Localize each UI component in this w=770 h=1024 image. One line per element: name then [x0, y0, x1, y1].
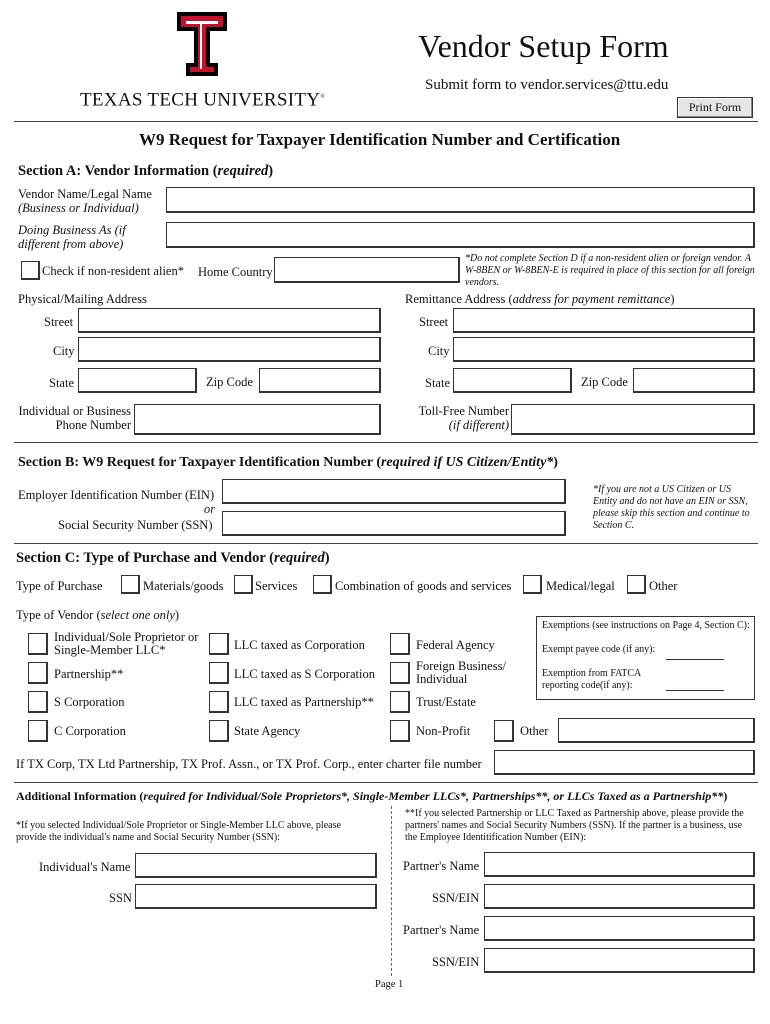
individual-note: *If you selected Individual/Sole Proprietor or Single-Member LLC above, please provide the individual's name and Social Security Number (SSN): — [16, 820, 341, 843]
fatca-field[interactable] — [666, 690, 724, 691]
ttu-logo — [176, 11, 228, 77]
trust-estate-checkbox[interactable] — [390, 691, 410, 713]
divider — [14, 121, 758, 122]
physical-address-label: Physical/Mailing Address — [18, 292, 147, 306]
s-corp-checkbox[interactable] — [28, 691, 48, 713]
city-label: City — [53, 344, 75, 358]
sole-proprietor-checkbox[interactable] — [28, 633, 48, 655]
section-a-title: Section A: Vendor Information (required) — [18, 163, 274, 179]
dba-label: Doing Business As (if different from above) — [18, 223, 126, 251]
nonresident-label: Check if non-resident alien* — [42, 264, 184, 278]
other-vendor-label: Other — [520, 724, 549, 738]
individual-ssn-field[interactable] — [135, 884, 377, 909]
combination-label: Combination of goods and services — [335, 579, 512, 593]
non-profit-label: Non-Profit — [416, 724, 471, 738]
state-field[interactable] — [78, 368, 197, 393]
llc-s-corp-label: LLC taxed as S Corporation — [234, 667, 375, 681]
materials-checkbox[interactable] — [121, 575, 140, 594]
street-field[interactable] — [78, 308, 381, 333]
column-divider — [391, 806, 392, 976]
remit-state-label: State — [425, 376, 450, 390]
remit-state-field[interactable] — [453, 368, 572, 393]
federal-agency-label: Federal Agency — [416, 638, 495, 652]
partner-ssn-label-1: SSN/EIN — [432, 891, 480, 905]
remittance-address-label: Remittance Address (address for payment remittance) — [405, 292, 675, 306]
divider — [14, 543, 758, 544]
llc-corp-checkbox[interactable] — [209, 633, 229, 655]
partnership-checkbox[interactable] — [28, 662, 48, 684]
page-number: Page 1 — [375, 979, 404, 990]
remit-city-label: City — [428, 344, 450, 358]
c-corp-checkbox[interactable] — [28, 720, 48, 742]
ein-label: Employer Identification Number (EIN) — [18, 488, 215, 502]
remit-street-label: Street — [419, 315, 449, 329]
partner-note: **If you selected Partnership or LLC Taxed as Partnership above, please provide the partners' names and Social Security Numbers (SSN). If the partner is a business, use the Employee Identitification Number (EIN): — [405, 808, 744, 843]
other-vendor-field[interactable] — [558, 718, 755, 743]
additional-title: Additional Information (required for Individual/Sole Proprietors*, Single-Member LLCs*, Partnerships**, or LLCs Taxed as a Partnership**) — [16, 789, 728, 803]
exempt-payee-label: Exempt payee code (if any): — [542, 644, 656, 655]
divider — [14, 782, 758, 783]
medical-label: Medical/legal — [546, 579, 615, 593]
individual-ssn-label: SSN — [109, 891, 132, 905]
tollfree-field[interactable] — [511, 404, 755, 435]
partner-ssn-field-1[interactable] — [484, 884, 755, 909]
vendor-name-field[interactable] — [166, 187, 755, 213]
remit-city-field[interactable] — [453, 337, 755, 362]
partner-name-label-1: Partner's Name — [403, 859, 480, 873]
submit-instructions: Submit form to vendor.services@ttu.edu — [425, 77, 669, 93]
partner-name-field-1[interactable] — [484, 852, 755, 877]
remit-zip-label: Zip Code — [581, 375, 628, 389]
type-purchase-label: Type of Purchase — [16, 579, 103, 593]
services-label: Services — [255, 579, 298, 593]
remit-zip-field[interactable] — [633, 368, 755, 393]
or-label: or — [204, 502, 216, 516]
home-country-field[interactable] — [274, 257, 460, 283]
trust-estate-label: Trust/Estate — [416, 695, 476, 709]
university-name: TEXAS TECH UNIVERSITY® — [80, 89, 326, 111]
individual-name-field[interactable] — [135, 853, 377, 878]
combination-checkbox[interactable] — [313, 575, 332, 594]
ssn-label: Social Security Number (SSN) — [58, 518, 213, 532]
divider — [14, 442, 758, 443]
street-label: Street — [44, 315, 74, 329]
vendor-name-label: Vendor Name/Legal Name (Business or Individual) — [18, 187, 152, 215]
materials-label: Materials/goods — [143, 579, 224, 593]
other-vendor-checkbox[interactable] — [494, 720, 514, 742]
zip-label: Zip Code — [206, 375, 253, 389]
s-corp-label: S Corporation — [54, 695, 125, 709]
other-purchase-checkbox[interactable] — [627, 575, 646, 594]
state-agency-checkbox[interactable] — [209, 720, 229, 742]
phone-label: Individual or Business Phone Number — [18, 404, 131, 432]
llc-s-corp-checkbox[interactable] — [209, 662, 229, 684]
state-label: State — [49, 376, 74, 390]
partner-ssn-field-2[interactable] — [484, 948, 755, 973]
section-b-note: *If you are not a US Citizen or US Entity and do not have an EIN or SSN, please skip this section and continue to Section C. — [593, 484, 750, 531]
llc-corp-label: LLC taxed as Corporation — [234, 638, 365, 652]
zip-field[interactable] — [259, 368, 381, 393]
remit-street-field[interactable] — [453, 308, 755, 333]
foreign-business-checkbox[interactable] — [390, 662, 410, 684]
form-title: W9 Request for Taxpayer Identification Number and Certification — [139, 130, 621, 149]
non-profit-checkbox[interactable] — [390, 720, 410, 742]
individual-name-label: Individual's Name — [39, 860, 131, 874]
dba-field[interactable] — [166, 222, 755, 248]
nonresident-checkbox[interactable] — [21, 261, 40, 280]
partnership-label: Partnership** — [54, 667, 124, 681]
charter-label: If TX Corp, TX Ltd Partnership, TX Prof. Assn., or TX Prof. Corp., enter charter file number — [16, 757, 482, 771]
tollfree-label: Toll-Free Number (if different) — [418, 404, 509, 432]
exemptions-title: Exemptions (see instructions on Page 4, Section C): — [542, 620, 750, 631]
print-form-button[interactable]: Print Form — [677, 97, 753, 118]
charter-field[interactable] — [494, 750, 755, 775]
nonresident-note: *Do not complete Section D if a non-resident alien or foreign vendor. A W-8BEN or W-8BEN-E is required in place of this section for all foreign vendors. — [465, 253, 755, 288]
other-purchase-label: Other — [649, 579, 678, 593]
llc-partnership-label: LLC taxed as Partnership** — [234, 695, 374, 709]
sole-proprietor-label: Individual/Sole Proprietor or Single-Member LLC* — [54, 630, 199, 657]
services-checkbox[interactable] — [234, 575, 253, 594]
home-country-label: Home Country — [198, 265, 273, 279]
state-agency-label: State Agency — [234, 724, 301, 738]
section-b-title: Section B: W9 Request for Taxpayer Identification Number (required if US Citizen/Entity*) — [18, 455, 558, 470]
section-c-title: Section C: Type of Purchase and Vendor (required) — [16, 550, 330, 566]
type-vendor-label: Type of Vendor (select one only) — [16, 608, 180, 622]
ein-field[interactable] — [222, 479, 566, 504]
ssn-field[interactable] — [222, 511, 566, 536]
form-heading: Vendor Setup Form — [418, 28, 669, 64]
partner-name-field-2[interactable] — [484, 916, 755, 941]
exempt-payee-field[interactable] — [666, 659, 724, 660]
fatca-label: Exemption from FATCA reporting code(if any): — [542, 668, 641, 691]
medical-checkbox[interactable] — [523, 575, 542, 594]
partner-name-label-2: Partner's Name — [403, 923, 480, 937]
phone-field[interactable] — [134, 404, 381, 435]
c-corp-label: C Corporation — [54, 724, 126, 738]
foreign-business-label: Foreign Business/ Individual — [416, 659, 506, 686]
federal-agency-checkbox[interactable] — [390, 633, 410, 655]
city-field[interactable] — [78, 337, 381, 362]
llc-partnership-checkbox[interactable] — [209, 691, 229, 713]
partner-ssn-label-2: SSN/EIN — [432, 955, 480, 969]
